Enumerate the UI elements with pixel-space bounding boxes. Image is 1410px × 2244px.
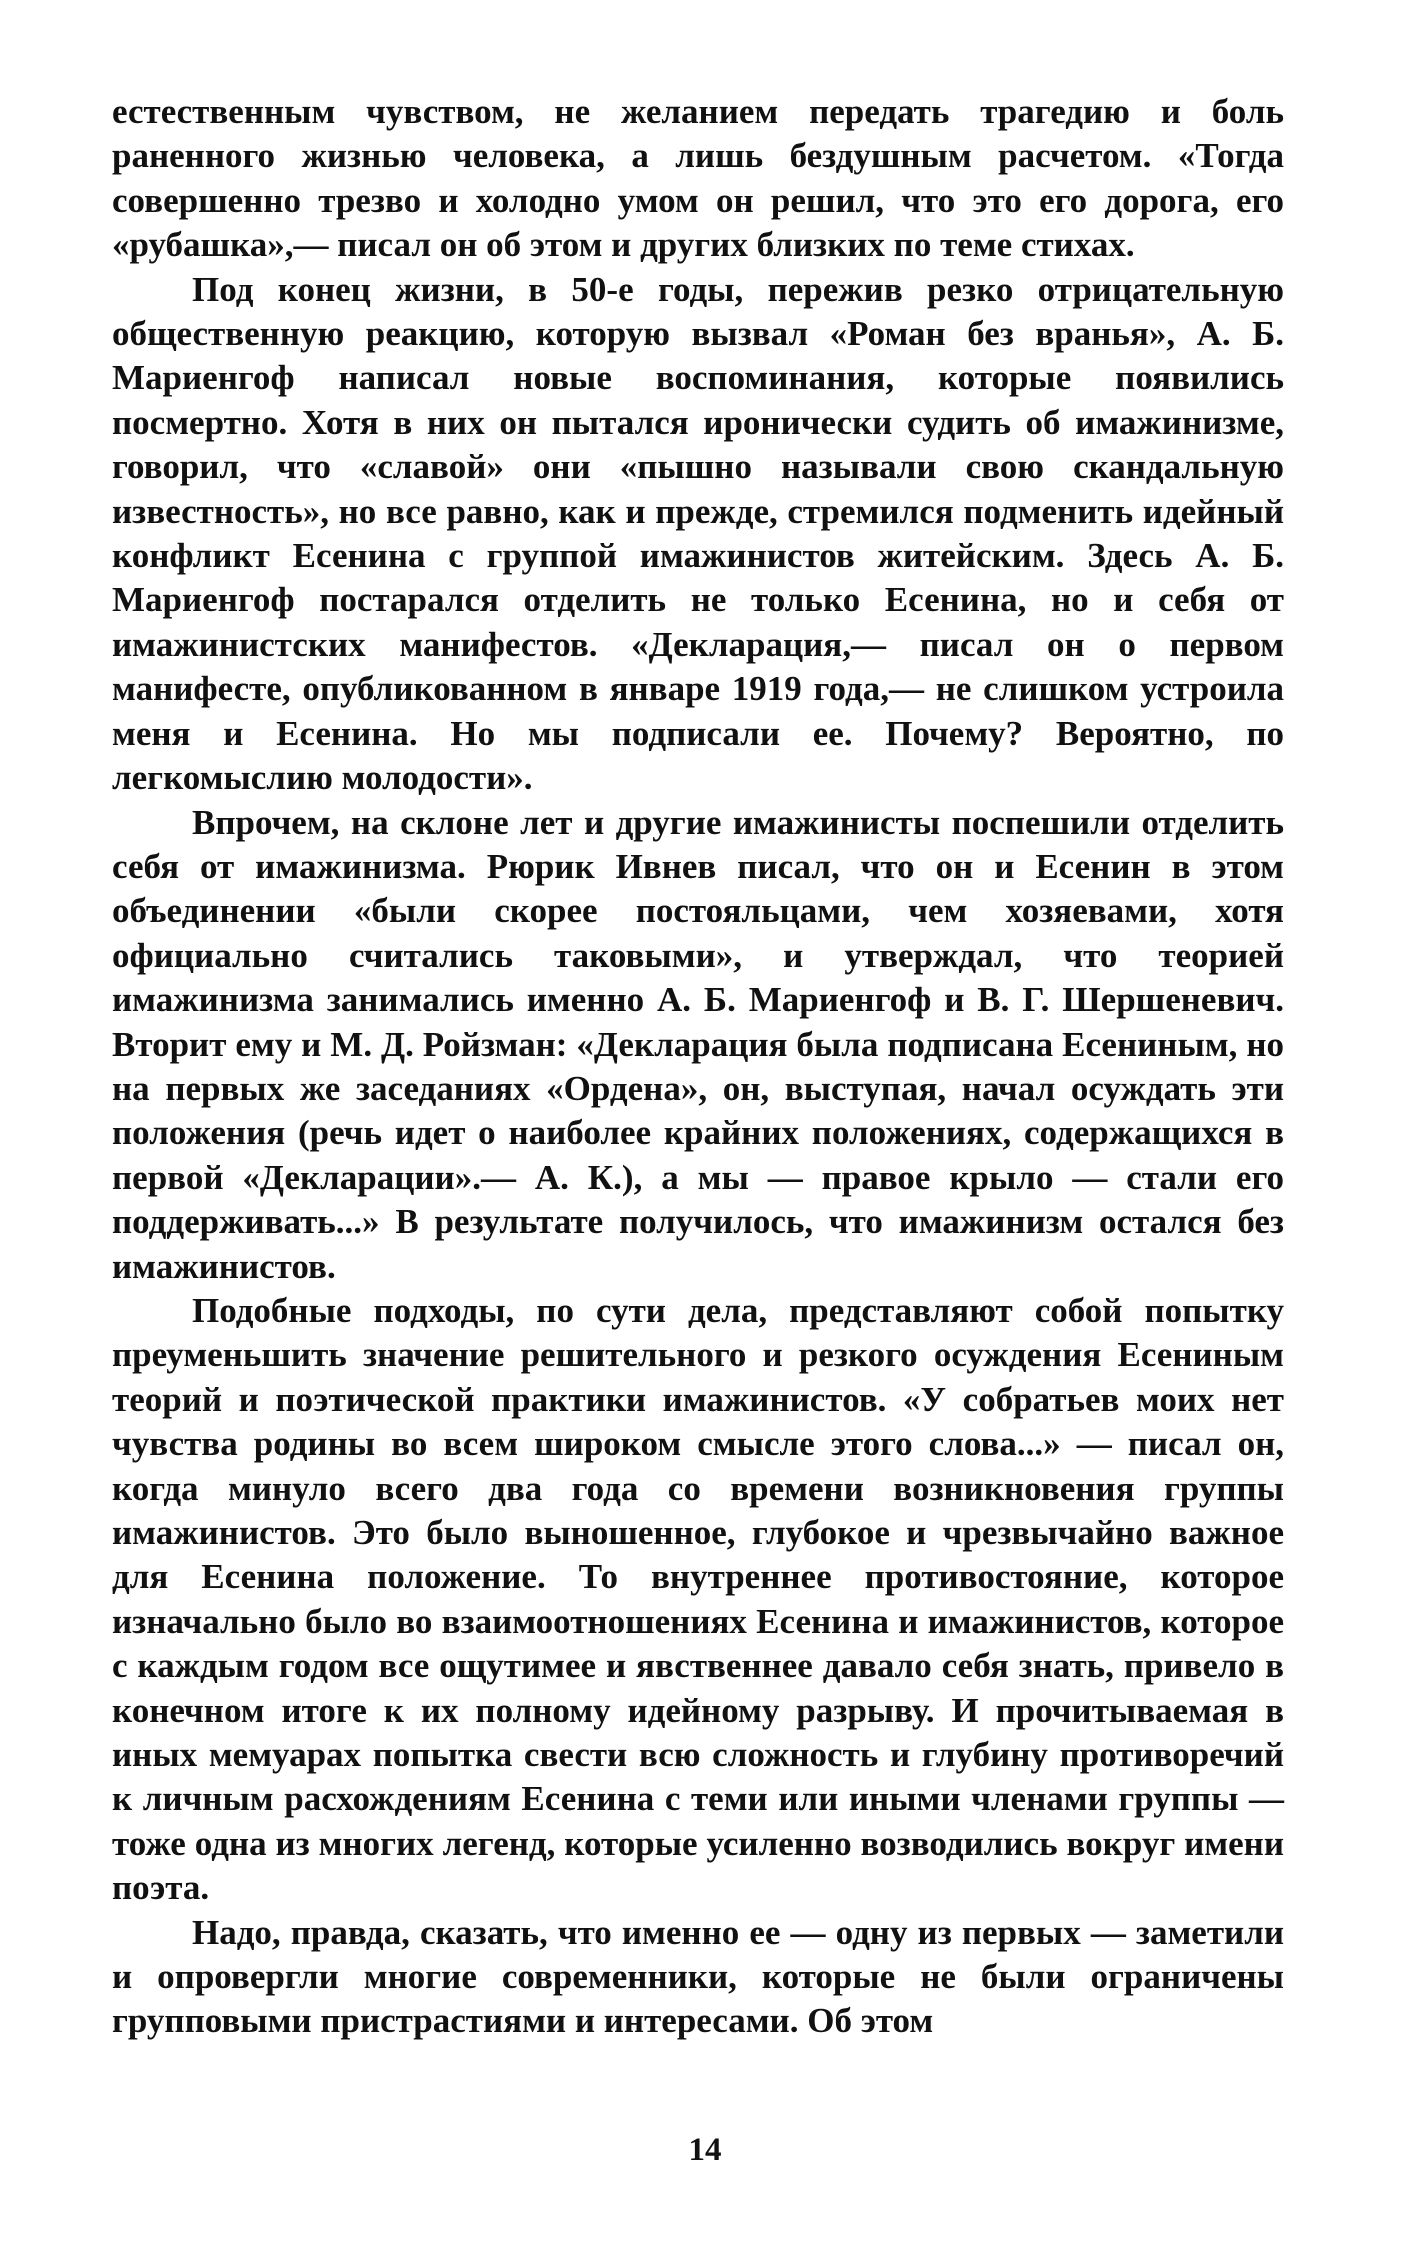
paragraph-1: естественным чувством, не желанием передать трагедию и боль раненного жизнью человека, а лишь бездушным расчетом. «Тогда совершенно трезво и холодно умом он решил, что это его дорога, его «рубашка»,— писал он об этом и других близких по теме стихах. [112,92,1284,265]
paragraph-5: Надо, правда, сказать, что именно ее — одну из первых — заметили и опровергли многие современники, которые не были ограничены групповыми пристрастиями и интересами. Об этом [112,1912,1284,2041]
paragraph-3: Впрочем, на склоне лет и другие имажинисты поспешили отделить себя от имажинизма. Рюрик Ивнев писал, что он и Есенин в этом объединении «были скорее постояльцами, чем хозяевами, хотя официально считались таковыми», и утверждал, что теорией имажинизма занимались именно А. Б. Мариенгоф и В. Г. Шершеневич. Вторит ему и М. Д. Ройзман: «Декларация была подписана Есениным, но на первых же заседаниях «Ордена», он, выступая, начал осуждать эти положения (речь идет о наиболее крайних положениях, содержащихся в первой «Декларации».— А. К.), а мы — правое крыло — стали его поддерживать...» В результате получилось, что имажинизм остался без имажинистов. [112,802,1284,1286]
paragraph-2: Под конец жизни, в 50-е годы, пережив резко отрицательную общественную реакцию, которую вызвал «Роман без вранья», А. Б. Мариенгоф написал новые воспоминания, которые появились посмертно. Хотя в них он пытался иронически судить об имажинизме, говорил, что «славой» они «пышно называли свою скандальную известность», но все равно, как и прежде, стремился подменить идейный конфликт Есенина с группой имажинистов житейским. Здесь А. Б. Мариенгоф постарался отделить не только Есенина, но и себя от имажинистских манифестов. «Декларация,— писал он о первом манифесте, опубликованном в январе 1919 года,— не слишком устроила меня и Есенина. Но мы подписали ее. Почему? Вероятно, по легкомыслию молодости». [112,269,1284,798]
page-number: 14 [688,2132,722,2168]
paragraph-4: Подобные подходы, по сути дела, представляют собой попытку преуменьшить значение решительного и резкого осуждения Есениным теорий и поэтической практики имажинистов. «У собратьев моих нет чувства родины во всем широком смысле этого слова...» — писал он, когда минуло всего два года со времени возникновения группы имажинистов. Это было выношенное, глубокое и чрезвычайно важное для Есенина положение. То внутреннее противостояние, которое изначально было во взаимоотношениях Есенина и имажинистов, которое с каждым годом все ощутимее и явственнее давало себя знать, привело в конечном итоге к их полному идейному разрыву. И прочитываемая в иных мемуарах попытка свести всю сложность и глубину противоречий к личным расхождениям Есенина с теми или иными членами группы — тоже одна из многих легенд, которые усиленно возводились вокруг имени поэта. [112,1290,1284,1908]
page-body [112,90,1284,2044]
